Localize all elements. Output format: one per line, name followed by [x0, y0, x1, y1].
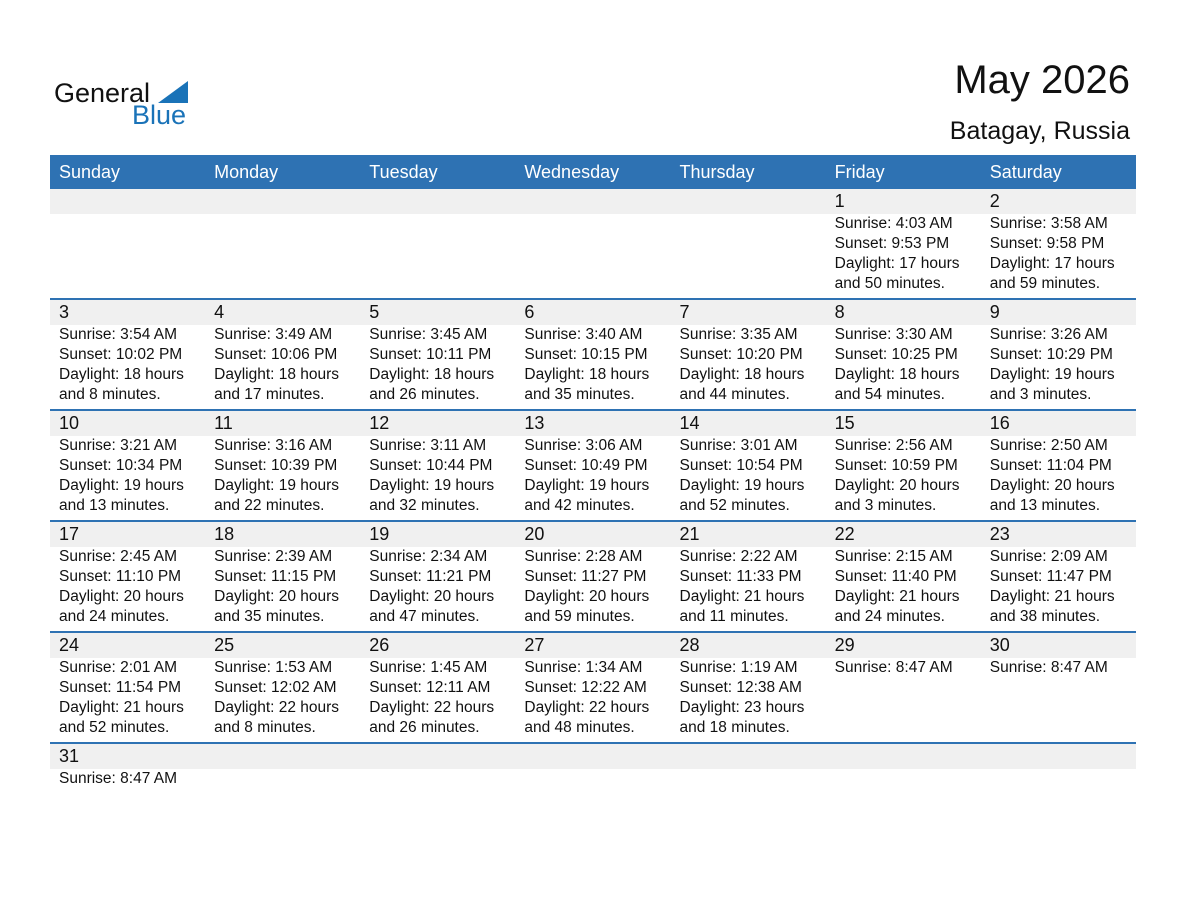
- weekday-sunday: Sunday: [59, 162, 121, 182]
- day-info-line: Daylight: 20 hours: [989, 477, 1115, 494]
- day-info-line: and 24 minutes.: [834, 608, 945, 625]
- day-number: 28: [679, 635, 700, 655]
- day-info-line: Daylight: 18 hours: [834, 366, 960, 383]
- day-number: 22: [834, 524, 855, 544]
- day-info-line: Daylight: 19 hours: [989, 366, 1115, 383]
- day-info-line: Sunrise: 2:45 AM: [59, 548, 178, 565]
- day-cell: [360, 522, 515, 631]
- day-info-line: Daylight: 22 hours: [524, 699, 650, 716]
- week-row: [50, 300, 1136, 411]
- day-number: 7: [679, 302, 690, 322]
- day-info-line: and 59 minutes.: [989, 275, 1101, 292]
- weekday-thursday: Thursday: [679, 162, 755, 182]
- day-number: 5: [369, 302, 380, 322]
- day-info-line: and 38 minutes.: [989, 608, 1101, 625]
- day-info-line: Sunset: 10:25 PM: [834, 346, 958, 363]
- day-cell: [205, 300, 360, 409]
- day-cell: [50, 522, 205, 631]
- day-info-line: Daylight: 17 hours: [834, 255, 960, 272]
- logo-general-text: General: [54, 78, 151, 108]
- day-info-line: Sunrise: 3:06 AM: [524, 437, 643, 454]
- day-info-line: Sunrise: 3:54 AM: [59, 326, 178, 343]
- day-info-line: and 42 minutes.: [524, 497, 635, 514]
- day-info-line: Daylight: 17 hours: [989, 255, 1115, 272]
- day-info-line: and 3 minutes.: [989, 386, 1092, 403]
- day-cell: [981, 300, 1136, 409]
- day-info-line: Daylight: 18 hours: [59, 366, 184, 383]
- day-cell: [671, 633, 826, 742]
- day-number: 26: [369, 635, 390, 655]
- day-info-line: Daylight: 21 hours: [834, 588, 960, 605]
- day-number: 14: [679, 413, 700, 433]
- day-info-line: and 26 minutes.: [369, 386, 480, 403]
- day-info-line: Sunrise: 2:56 AM: [834, 437, 953, 454]
- day-info-line: Sunset: 9:58 PM: [989, 235, 1105, 252]
- day-info-line: and 13 minutes.: [989, 497, 1101, 514]
- day-info-line: Sunrise: 3:21 AM: [59, 437, 178, 454]
- day-info-line: Sunrise: 1:19 AM: [679, 659, 798, 676]
- day-info-line: Sunrise: 3:16 AM: [214, 437, 333, 454]
- day-cell: [50, 411, 205, 520]
- day-info-line: and 50 minutes.: [834, 275, 945, 292]
- day-info-line: and 52 minutes.: [59, 719, 170, 736]
- day-cell: [671, 300, 826, 409]
- logo-blue-text: Blue: [132, 100, 187, 130]
- day-number: 31: [59, 746, 80, 766]
- empty-cell: [515, 744, 670, 853]
- day-info-line: Sunrise: 8:47 AM: [59, 770, 178, 787]
- day-cell: [671, 522, 826, 631]
- day-cell: [360, 300, 515, 409]
- day-info-line: Sunrise: 2:09 AM: [989, 548, 1108, 565]
- empty-cell: [360, 189, 515, 298]
- day-cell: [50, 744, 205, 853]
- day-info-line: and 35 minutes.: [214, 608, 325, 625]
- day-info-line: and 11 minutes.: [679, 608, 789, 625]
- day-info-line: and 48 minutes.: [524, 719, 635, 736]
- day-info-line: and 54 minutes.: [834, 386, 945, 403]
- day-info-line: and 44 minutes.: [679, 386, 790, 403]
- day-cell: [826, 189, 981, 298]
- day-number: 29: [834, 635, 855, 655]
- day-number: 10: [59, 413, 80, 433]
- week-row: [50, 744, 1136, 853]
- day-info-line: and 17 minutes.: [214, 386, 325, 403]
- day-number: 11: [214, 413, 233, 433]
- day-number: 30: [989, 635, 1010, 655]
- day-info-line: Sunrise: 2:01 AM: [59, 659, 178, 676]
- day-info-line: and 32 minutes.: [369, 497, 480, 514]
- day-cell: [515, 411, 670, 520]
- empty-cell: [50, 189, 205, 298]
- day-number: 9: [989, 302, 1000, 322]
- day-number: 20: [524, 524, 545, 544]
- day-cell: [826, 522, 981, 631]
- day-info-line: Daylight: 19 hours: [214, 477, 340, 494]
- day-info-line: Daylight: 21 hours: [989, 588, 1115, 605]
- week-row: [50, 411, 1136, 522]
- day-info-line: and 18 minutes.: [679, 719, 790, 736]
- weekday-saturday: Saturday: [989, 162, 1062, 182]
- day-info-line: Sunrise: 1:34 AM: [524, 659, 643, 676]
- day-info-line: and 47 minutes.: [369, 608, 480, 625]
- day-info-line: Daylight: 20 hours: [59, 588, 184, 605]
- empty-cell: [515, 189, 670, 298]
- day-cell: [515, 522, 670, 631]
- day-info-line: and 52 minutes.: [679, 497, 790, 514]
- day-info-line: Sunrise: 2:39 AM: [214, 548, 333, 565]
- day-info-line: Daylight: 19 hours: [59, 477, 184, 494]
- day-info-line: Sunrise: 3:40 AM: [524, 326, 643, 343]
- day-cell: [981, 189, 1136, 298]
- day-number: 15: [834, 413, 855, 433]
- day-number: 3: [59, 302, 70, 322]
- day-info-line: Sunset: 10:39 PM: [214, 457, 338, 474]
- day-number: 12: [369, 413, 390, 433]
- day-info-line: Sunset: 11:21 PM: [369, 568, 492, 585]
- day-cell: [205, 633, 360, 742]
- day-cell: [50, 300, 205, 409]
- day-info-line: Sunset: 10:34 PM: [59, 457, 183, 474]
- day-info-line: Daylight: 20 hours: [214, 588, 340, 605]
- day-info-line: Sunrise: 3:01 AM: [679, 437, 798, 454]
- day-info-line: Daylight: 18 hours: [214, 366, 340, 383]
- day-info-line: Sunset: 10:11 PM: [369, 346, 492, 363]
- day-info-line: Daylight: 21 hours: [59, 699, 184, 716]
- day-info-line: Sunset: 11:47 PM: [989, 568, 1112, 585]
- day-info-line: Sunrise: 1:45 AM: [369, 659, 488, 676]
- weekday-wednesday: Wednesday: [524, 162, 620, 182]
- day-info-line: Sunset: 10:49 PM: [524, 457, 648, 474]
- day-cell: [515, 633, 670, 742]
- day-number: 23: [989, 524, 1010, 544]
- day-info-line: Daylight: 18 hours: [369, 366, 495, 383]
- day-cell: [826, 300, 981, 409]
- day-info-line: Sunset: 11:15 PM: [214, 568, 337, 585]
- day-info-line: Sunset: 10:59 PM: [834, 457, 958, 474]
- week-row: [50, 189, 1136, 300]
- day-info-line: Daylight: 19 hours: [679, 477, 805, 494]
- empty-cell: [671, 744, 826, 853]
- day-cell: [826, 411, 981, 520]
- empty-cell: [205, 189, 360, 298]
- day-info-line: Sunset: 10:15 PM: [524, 346, 648, 363]
- day-info-line: Sunrise: 2:34 AM: [369, 548, 488, 565]
- day-info-line: Sunrise: 8:47 AM: [989, 659, 1108, 676]
- day-info-line: Sunset: 11:27 PM: [524, 568, 647, 585]
- day-info-line: Daylight: 23 hours: [679, 699, 805, 716]
- day-cell: [826, 633, 981, 742]
- week-row: [50, 522, 1136, 633]
- day-cell: [360, 633, 515, 742]
- day-info-line: Daylight: 22 hours: [369, 699, 495, 716]
- day-number: 17: [59, 524, 80, 544]
- day-info-line: Sunrise: 3:49 AM: [214, 326, 333, 343]
- day-info-line: Daylight: 20 hours: [524, 588, 650, 605]
- day-info-line: Sunrise: 2:28 AM: [524, 548, 643, 565]
- day-cell: [205, 411, 360, 520]
- day-info-line: and 24 minutes.: [59, 608, 170, 625]
- day-info-line: Sunrise: 8:47 AM: [834, 659, 953, 676]
- empty-cell: [826, 744, 981, 853]
- day-info-line: and 59 minutes.: [524, 608, 635, 625]
- day-info-line: Sunset: 10:20 PM: [679, 346, 803, 363]
- day-info-line: Sunrise: 3:26 AM: [989, 326, 1108, 343]
- day-info-line: Daylight: 18 hours: [524, 366, 650, 383]
- day-info-line: Sunrise: 3:11 AM: [369, 437, 487, 454]
- weekday-tuesday: Tuesday: [369, 162, 438, 182]
- day-cell: [981, 411, 1136, 520]
- weekday-monday: Monday: [214, 162, 279, 182]
- empty-cell: [205, 744, 360, 853]
- empty-cell: [360, 744, 515, 853]
- day-info-line: and 8 minutes.: [59, 386, 161, 403]
- day-info-line: Sunset: 11:40 PM: [834, 568, 957, 585]
- day-cell: [671, 411, 826, 520]
- day-number: 27: [524, 635, 545, 655]
- calendar-grid: [50, 155, 1136, 853]
- day-info-line: Sunset: 12:22 AM: [524, 679, 647, 696]
- day-info-line: and 13 minutes.: [59, 497, 170, 514]
- day-number: 2: [989, 191, 1000, 211]
- day-number: 18: [214, 524, 235, 544]
- day-info-line: Sunrise: 1:53 AM: [214, 659, 333, 676]
- day-info-line: and 8 minutes.: [214, 719, 316, 736]
- day-number: 19: [369, 524, 390, 544]
- day-number: 21: [679, 524, 700, 544]
- day-number: 1: [834, 191, 845, 211]
- day-info-line: Sunrise: 3:58 AM: [989, 215, 1108, 232]
- day-info-line: Sunset: 10:06 PM: [214, 346, 338, 363]
- day-number: 24: [59, 635, 80, 655]
- day-info-line: Sunrise: 2:22 AM: [679, 548, 798, 565]
- weekday-friday: Friday: [834, 162, 885, 182]
- day-info-line: and 22 minutes.: [214, 497, 325, 514]
- day-cell: [981, 522, 1136, 631]
- day-info-line: Sunrise: 2:50 AM: [989, 437, 1108, 454]
- day-info-line: Sunset: 11:04 PM: [989, 457, 1112, 474]
- day-info-line: Daylight: 19 hours: [524, 477, 650, 494]
- day-info-line: Sunset: 9:53 PM: [834, 235, 950, 252]
- day-info-line: Daylight: 20 hours: [369, 588, 495, 605]
- day-info-line: Daylight: 20 hours: [834, 477, 960, 494]
- day-info-line: Sunset: 10:29 PM: [989, 346, 1113, 363]
- day-info-line: Sunrise: 4:03 AM: [834, 215, 953, 232]
- day-info-line: Sunset: 12:11 AM: [369, 679, 491, 696]
- day-info-line: Daylight: 22 hours: [214, 699, 340, 716]
- empty-cell: [671, 189, 826, 298]
- day-info-line: Sunrise: 3:30 AM: [834, 326, 953, 343]
- day-info-line: Sunset: 12:02 AM: [214, 679, 337, 696]
- location: Batagay, Russia: [949, 117, 1130, 145]
- day-info-line: and 35 minutes.: [524, 386, 635, 403]
- day-info-line: Sunrise: 3:35 AM: [679, 326, 798, 343]
- day-number: 8: [834, 302, 845, 322]
- day-number: 13: [524, 413, 545, 433]
- day-number: 6: [524, 302, 535, 322]
- day-cell: [981, 633, 1136, 742]
- day-info-line: Sunrise: 3:45 AM: [369, 326, 488, 343]
- day-info-line: Sunset: 11:33 PM: [679, 568, 802, 585]
- month-title: May 2026: [954, 58, 1130, 102]
- day-cell: [205, 522, 360, 631]
- day-info-line: Sunset: 11:54 PM: [59, 679, 182, 696]
- day-number: 4: [214, 302, 225, 322]
- weekday-header: [50, 155, 1136, 189]
- day-info-line: Sunrise: 2:15 AM: [834, 548, 953, 565]
- day-info-line: and 3 minutes.: [834, 497, 937, 514]
- day-info-line: and 26 minutes.: [369, 719, 480, 736]
- day-info-line: Daylight: 18 hours: [679, 366, 805, 383]
- day-cell: [50, 633, 205, 742]
- day-cell: [360, 411, 515, 520]
- day-info-line: Sunset: 10:44 PM: [369, 457, 493, 474]
- day-info-line: Daylight: 19 hours: [369, 477, 495, 494]
- week-row: [50, 633, 1136, 744]
- day-number: 25: [214, 635, 235, 655]
- day-cell: [515, 300, 670, 409]
- empty-cell: [981, 744, 1136, 853]
- day-number: 16: [989, 413, 1010, 433]
- day-info-line: Daylight: 21 hours: [679, 588, 805, 605]
- day-info-line: Sunset: 12:38 AM: [679, 679, 802, 696]
- day-info-line: Sunset: 11:10 PM: [59, 568, 182, 585]
- day-info-line: Sunset: 10:54 PM: [679, 457, 803, 474]
- day-info-line: Sunset: 10:02 PM: [59, 346, 183, 363]
